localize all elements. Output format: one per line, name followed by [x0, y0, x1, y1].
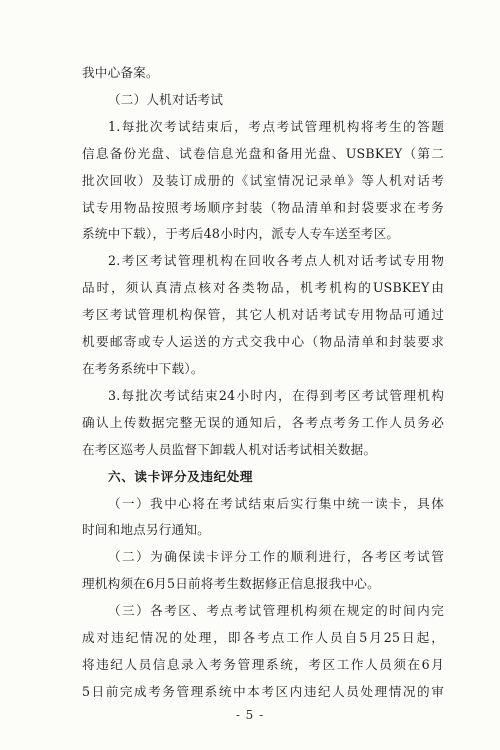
- text-line: 批次回收）及装订成册的《试室情况记录单》等人机对话考: [82, 172, 444, 188]
- text-line: 在考务系统中下载）。: [82, 360, 204, 376]
- text-line: （三）各考区、考点考试管理机构须在规定的时间内完: [108, 603, 444, 619]
- text-line: 1.每批次考试结束后，考点考试管理机构将考生的答题: [108, 118, 444, 134]
- text-line: 考区考试管理机构保管，其它人机对话考试专用物品可通过: [82, 307, 444, 323]
- text-line: 试专用物品按照考场顺序封装（物品清单和封袋要求在考务: [82, 199, 444, 215]
- text-line: 将违纪人员信息录入考务管理系统，考区工作人员须在6月: [82, 656, 444, 672]
- text-line: 确认上传数据完整无误的通知后，各考点考务工作人员务必: [82, 414, 444, 430]
- text-line: 5日前完成考务管理系统中本考区内违纪人员处理情况的审: [82, 683, 444, 699]
- text-line: 我中心备案。: [82, 65, 159, 80]
- text-line: （二）为确保读卡评分工作的顺利进行，各考区考试管: [108, 549, 444, 565]
- text-line: （一）我中心将在考试结束后实行集中统一读卡，具体: [108, 495, 444, 511]
- text-line: 在考区巡考人员监督下卸载人机对话考试相关数据。: [82, 441, 377, 457]
- text-line: 机要邮寄或专人运送的方式交我中心（物品清单和封装要求: [82, 334, 444, 350]
- text-line: 理机构须在6月5日前将考生数据修正信息报我中心。: [82, 576, 380, 592]
- page-number: - 5 -: [235, 708, 265, 722]
- text-line: 品时，须认真清点核对各类物品，机考机构的USBKEY由: [82, 280, 444, 296]
- text-line: 信息备份光盘、试卷信息光盘和备用光盘、USBKEY（第二: [82, 145, 444, 161]
- document-body: [82, 60, 444, 706]
- subsection-heading: （二）人机对话考试: [108, 91, 224, 107]
- section-heading: 六、读卡评分及违纪处理: [108, 468, 254, 484]
- text-line: 成对违纪情况的处理，即各考点工作人员自5月25日起，: [82, 630, 444, 646]
- text-line: 2.考区考试管理机构在回收各考点人机对话考试专用物: [108, 253, 444, 269]
- text-line: 时间和地点另行通知。: [82, 522, 210, 538]
- text-line: 系统中下载），于考后48小时内，派专人专车送至考区。: [82, 226, 400, 242]
- text-line: 3.每批次考试结束24小时内，在得到考区考试管理机构: [108, 387, 444, 403]
